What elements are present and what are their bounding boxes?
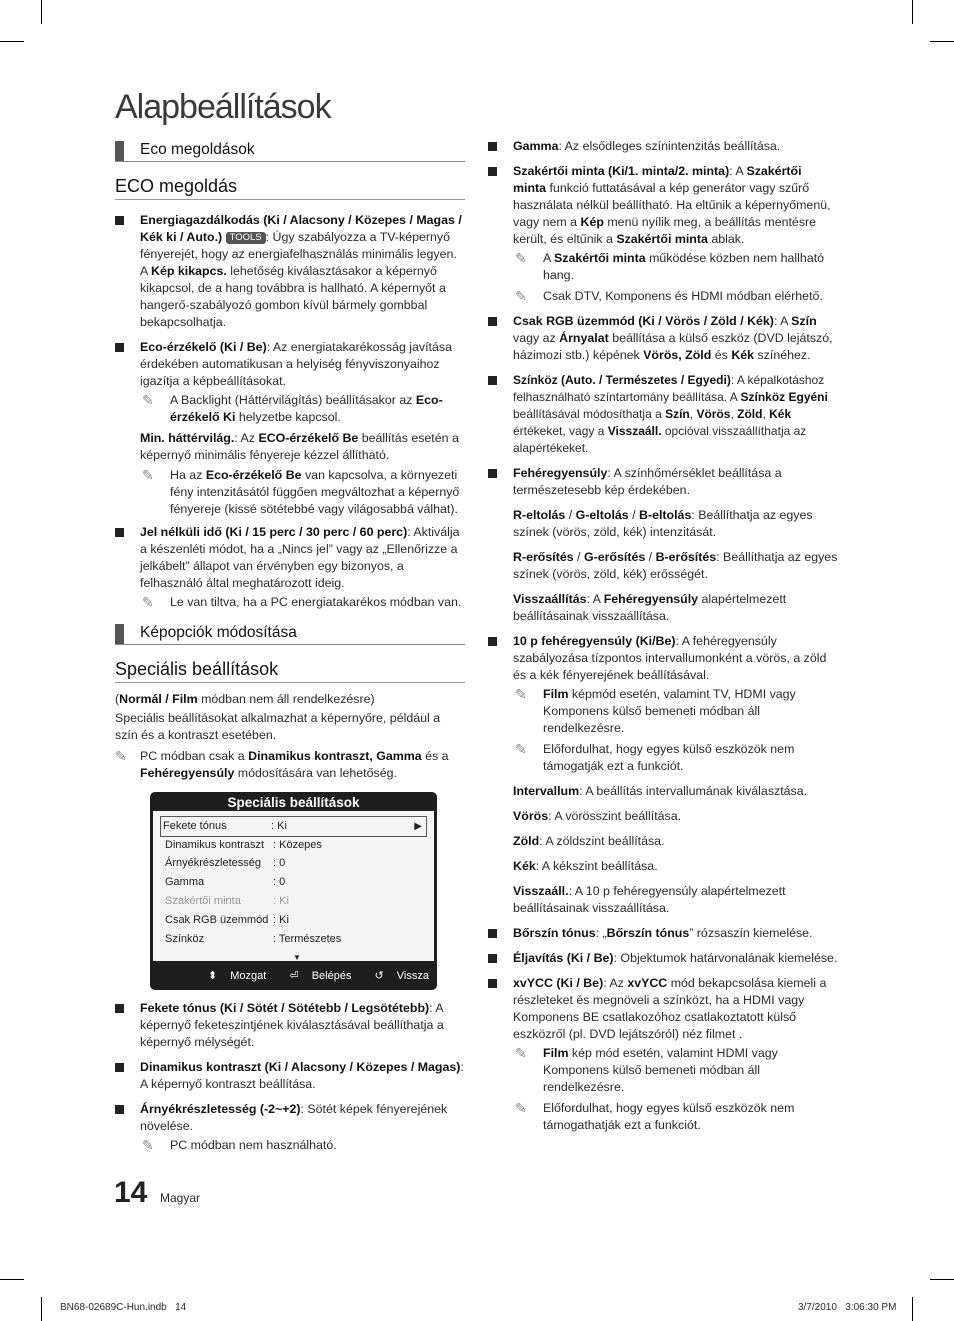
list-item-black-tone: Fekete tónus (Ki / Sötét / Sötétebb / Legsötétebb): A képernyő feketeszintjének kiválasztásával beállíthatja a képernyő mélységét.: [115, 1000, 465, 1051]
bullet-square-icon: [115, 1004, 124, 1013]
list-item-white-balance: Fehéregyensúly: A színhőmérséklet beállítása a természetesebb kép érdekében.: [488, 465, 838, 499]
list-item-expert-pattern: Szakértői minta (Ki/1. minta/2. minta): A Szakértői minta funkció futtatásával a kép generátor vagy szűrő használata nélkül beállítható. Ha eltűnik a képernyőmenü, vagy nem a Kép menü nyílik meg, a beállítás mentésre került, és eltűnik a Szakértői minta ablak.: [488, 163, 838, 248]
section-bar: [115, 624, 124, 644]
sub-paragraph: R-eltolás / G-eltolás / B-eltolás: Beállíthatja az egyes színek (vörös, zöld, kék) intenzitását.: [513, 508, 813, 539]
list-item-edge-enhancement: Éljavítás (Ki / Be): Objektumok határvonalának kiemelése.: [488, 950, 838, 967]
bullet-square-icon: [488, 142, 497, 151]
note: ✎ A Backlight (Háttérvilágítás) beállításakor az Eco-érzékelő Ki helyzetbe kapcsol.: [142, 392, 443, 424]
bullet-square-icon: [488, 376, 497, 385]
bullet-square-icon: [488, 469, 497, 478]
note: ✎ Csak DTV, Komponens és HDMI módban elérhető.: [515, 288, 823, 304]
footer-timestamp: 3/7/2010 3:06:30 PM: [798, 1302, 897, 1313]
osd-item-black-tone[interactable]: Fekete tónus : Ki ▶: [160, 816, 427, 837]
crop-mark: [41, 1297, 42, 1321]
page-title: Alapbeállítások: [115, 88, 331, 126]
crop-mark: [930, 41, 954, 42]
subheading-eco: ECO megoldás: [115, 174, 465, 200]
list-item-dynamic-contrast: Dinamikus kontraszt (Ki / Alacsony / Közepes / Magas): A képernyő kontraszt beállítása.: [115, 1059, 465, 1093]
paragraph: Speciális beállításokat alkalmazhat a képernyőre, például a szín és a kontraszt esetében.: [115, 711, 441, 742]
bullet-square-icon: [115, 528, 124, 537]
note: ✎ PC módban nem használható.: [142, 1137, 337, 1153]
pencil-icon: ✎: [142, 1137, 154, 1153]
section-title: Eco megoldások: [140, 141, 255, 158]
list-item-eco-sensor: Eco-érzékelő (Ki / Be): Az energiatakarékosság javítása érdekében automatikusan a helyiség fényviszonyaihoz igazítja a képbeállításokat.: [115, 339, 465, 390]
osd-item-gamma[interactable]: Gamma : 0: [165, 876, 286, 888]
pencil-icon: ✎: [515, 741, 527, 757]
note: ✎ Film kép mód esetén, valamint HDMI vagy Komponens külső bemeneti módban áll rendelkezésre.: [515, 1045, 778, 1094]
list-item-gamma: Gamma: Az elsődleges színintenzitás beállítása.: [488, 138, 838, 155]
osd-body: [153, 811, 434, 961]
footer-file-info: BN68-02689C-Hun.indb 14: [60, 1302, 187, 1313]
enter-control[interactable]: ⏎ Belépés: [289, 970, 352, 982]
bullet-square-icon: [488, 317, 497, 326]
list-item-energy: Energiagazdálkodás (Ki / Alacsony / Közepes / Magas / Kék ki / Auto.) TOOLS : Úgy szabályozza a TV-képernyő fényerejét, hogy az energiafelhasználás minimális legyen. A Kép kikapcs. lehetőség kiválasztásakor a képernyő kikapcsol, de a hang továbbra is hallható. A képernyőt a hangerő-szabályozó gombon kívül bármely gombbal bekapcsolhatja.: [115, 212, 465, 331]
osd-item-rgb-only[interactable]: Csak RGB üzemmód : Ki: [165, 914, 289, 926]
pencil-icon: ✎: [115, 748, 127, 764]
bullet-square-icon: [488, 167, 497, 176]
sub-paragraph: Visszaáll.: A 10 p fehéregyensúly alapértelmezett beállításainak visszaállítása.: [513, 884, 786, 915]
bullet-square-icon: [488, 979, 497, 988]
list-item-xvycc: xvYCC (Ki / Be): Az xvYCC mód bekapcsolása kiemeli a részleteket és megnöveli a színközt, ha a HDMI vagy Komponens BE csatlakozóhoz csatlakoztatott külső eszközről (pl. DVD lejátszóról) néz filmet .: [488, 975, 838, 1043]
note: ✎ PC módban csak a Dinamikus kontraszt, Gamma és a Fehéregyensúly módosítására van lehetőség.: [115, 748, 449, 780]
bullet-square-icon: [488, 929, 497, 938]
pencil-icon: ✎: [515, 686, 527, 702]
page-number: 14: [114, 1176, 148, 1209]
subheading-special: Speciális beállítások: [115, 657, 465, 683]
note: ✎ Le van tiltva, ha a PC energiatakarékos módban van.: [142, 594, 462, 610]
arrow-right-icon: ▶: [414, 821, 422, 832]
list-item-rgb-only: Csak RGB üzemmód (Ki / Vörös / Zöld / Kék): A Szín vagy az Árnyalat beállítása a külső eszköz (DVD lejátszó, házimozi stb.) képének Vörös, Zöld és Kék színéhez.: [488, 313, 838, 364]
bullet-square-icon: [115, 1105, 124, 1114]
tools-icon: TOOLS: [226, 232, 266, 244]
section-header-picture: [115, 621, 465, 645]
osd-item-shadow-detail[interactable]: Árnyékrészletesség : 0: [165, 857, 286, 869]
return-icon: ↺: [374, 970, 384, 982]
pencil-icon: ✎: [142, 467, 154, 483]
paragraph: (Normál / Film módban nem áll rendelkezésre): [115, 692, 375, 706]
sub-paragraph: Visszaállítás: A Fehéregyensúly alapértelmezett beállításainak visszaállítása.: [513, 592, 787, 623]
section-bar: [115, 141, 124, 161]
osd-menu: [150, 792, 437, 990]
up-down-icon: ⬍: [207, 970, 218, 982]
sub-paragraph: Intervallum: A beállítás intervallumának kiválasztása.: [513, 784, 808, 798]
note: ✎ Előfordulhat, hogy egyes külső eszközök nem támogathatják ezt a funkciót.: [515, 1100, 795, 1132]
scroll-down-icon[interactable]: ▼: [293, 953, 301, 962]
list-item-skin-tone: Bőrszín tónus: „Bőrszín tónus” rózsaszín kiemelése.: [488, 925, 838, 942]
osd-title: Speciális beállítások: [227, 795, 360, 810]
language-label: Magyar: [160, 1191, 201, 1205]
osd-item-color-space[interactable]: Színköz : Természetes: [165, 933, 342, 945]
osd-item-expert-pattern: Szakértői minta : Ki: [165, 895, 289, 907]
crop-mark: [0, 1279, 24, 1280]
left-column: [115, 130, 465, 1158]
crop-mark: [912, 1297, 913, 1321]
bullet-square-icon: [115, 343, 124, 352]
back-control[interactable]: ↺ Vissza: [374, 970, 429, 982]
move-control[interactable]: ⬍ Mozgat: [207, 970, 267, 982]
list-item-no-signal: Jel nélküli idő (Ki / 15 perc / 30 perc / 60 perc): Aktiválja a készenléti módot, ha a „Nincs jel” vagy az „Ellenőrizze a jelkábelt” állapot van érvényben egy bizonyos, a felhasználó által meghatározott ideig.: [115, 524, 465, 592]
sub-paragraph: Kék: A kékszint beállítása.: [513, 859, 658, 873]
bullet-square-icon: [115, 216, 124, 225]
section-title: Képopciók módosítása: [140, 624, 297, 641]
crop-mark: [41, 0, 42, 24]
osd-footer: [150, 968, 429, 985]
list-item-color-space: Színköz (Auto. / Természetes / Egyedi): A képalkotáshoz felhasználható színtartomány beállítása. A Színköz Egyéni beállításával módosíthatja a Szín, Vörös, Zöld, Kék értékeket, vagy a Visszaáll. opcióval visszaállíthatja az alapértékeket.: [488, 372, 838, 457]
bullet-square-icon: [488, 637, 497, 646]
note: ✎ Ha az Eco-érzékelő Be van kapcsolva, a környezeti fény intenzitásától függően megváltozhat a képernyő fényereje (kissé sötétebbé vagy világosabbá válhat).: [142, 467, 460, 516]
bullet-square-icon: [488, 954, 497, 963]
note: ✎ Előfordulhat, hogy egyes külső eszközök nem támogatják ezt a funkciót.: [515, 741, 795, 773]
pencil-icon: ✎: [515, 288, 527, 304]
sub-paragraph: Zöld: A zöldszint beállítása.: [513, 834, 665, 848]
pencil-icon: ✎: [515, 1100, 527, 1116]
pencil-icon: ✎: [142, 594, 154, 610]
sub-paragraph: R-erősítés / G-erősítés / B-erősítés: Beállíthatja az egyes színek (vörös, zöld, kék) erősségét.: [513, 550, 838, 581]
sub-paragraph: Vörös: A vörösszint beállítása.: [513, 809, 682, 823]
note: ✎ Film képmód esetén, valamint TV, HDMI vagy Komponens külső bemeneti módban áll rendelkezésre.: [515, 686, 796, 735]
crop-mark: [912, 0, 913, 24]
list-item-shadow-detail: Árnyékrészletesség (-2~+2): Sötét képek fényerejének növelése.: [115, 1101, 465, 1135]
list-item-10p-white-balance: 10 p fehéregyensúly (Ki/Be): A fehéregyensúly szabályozása tízpontos intervallumonként a vörös, a zöld és a kék fényerejének beállításával.: [488, 633, 838, 684]
pencil-icon: ✎: [515, 1045, 527, 1061]
pencil-icon: ✎: [515, 250, 527, 266]
crop-mark: [930, 1279, 954, 1280]
section-header-eco: [115, 138, 465, 162]
crop-mark: [0, 41, 24, 42]
right-column: [488, 138, 838, 1138]
pencil-icon: ✎: [142, 392, 154, 408]
sub-paragraph: Min. háttérvilág.: Az ECO-érzékelő Be beállítás esetén a képernyő minimális fényereje kézzel állítható.: [140, 431, 459, 462]
enter-icon: ⏎: [289, 970, 299, 982]
osd-item-dynamic-contrast[interactable]: Dinamikus kontraszt : Közepes: [165, 839, 322, 851]
note: ✎ A Szakértői minta működése közben nem hallható hang.: [515, 250, 825, 282]
bullet-square-icon: [115, 1063, 124, 1072]
